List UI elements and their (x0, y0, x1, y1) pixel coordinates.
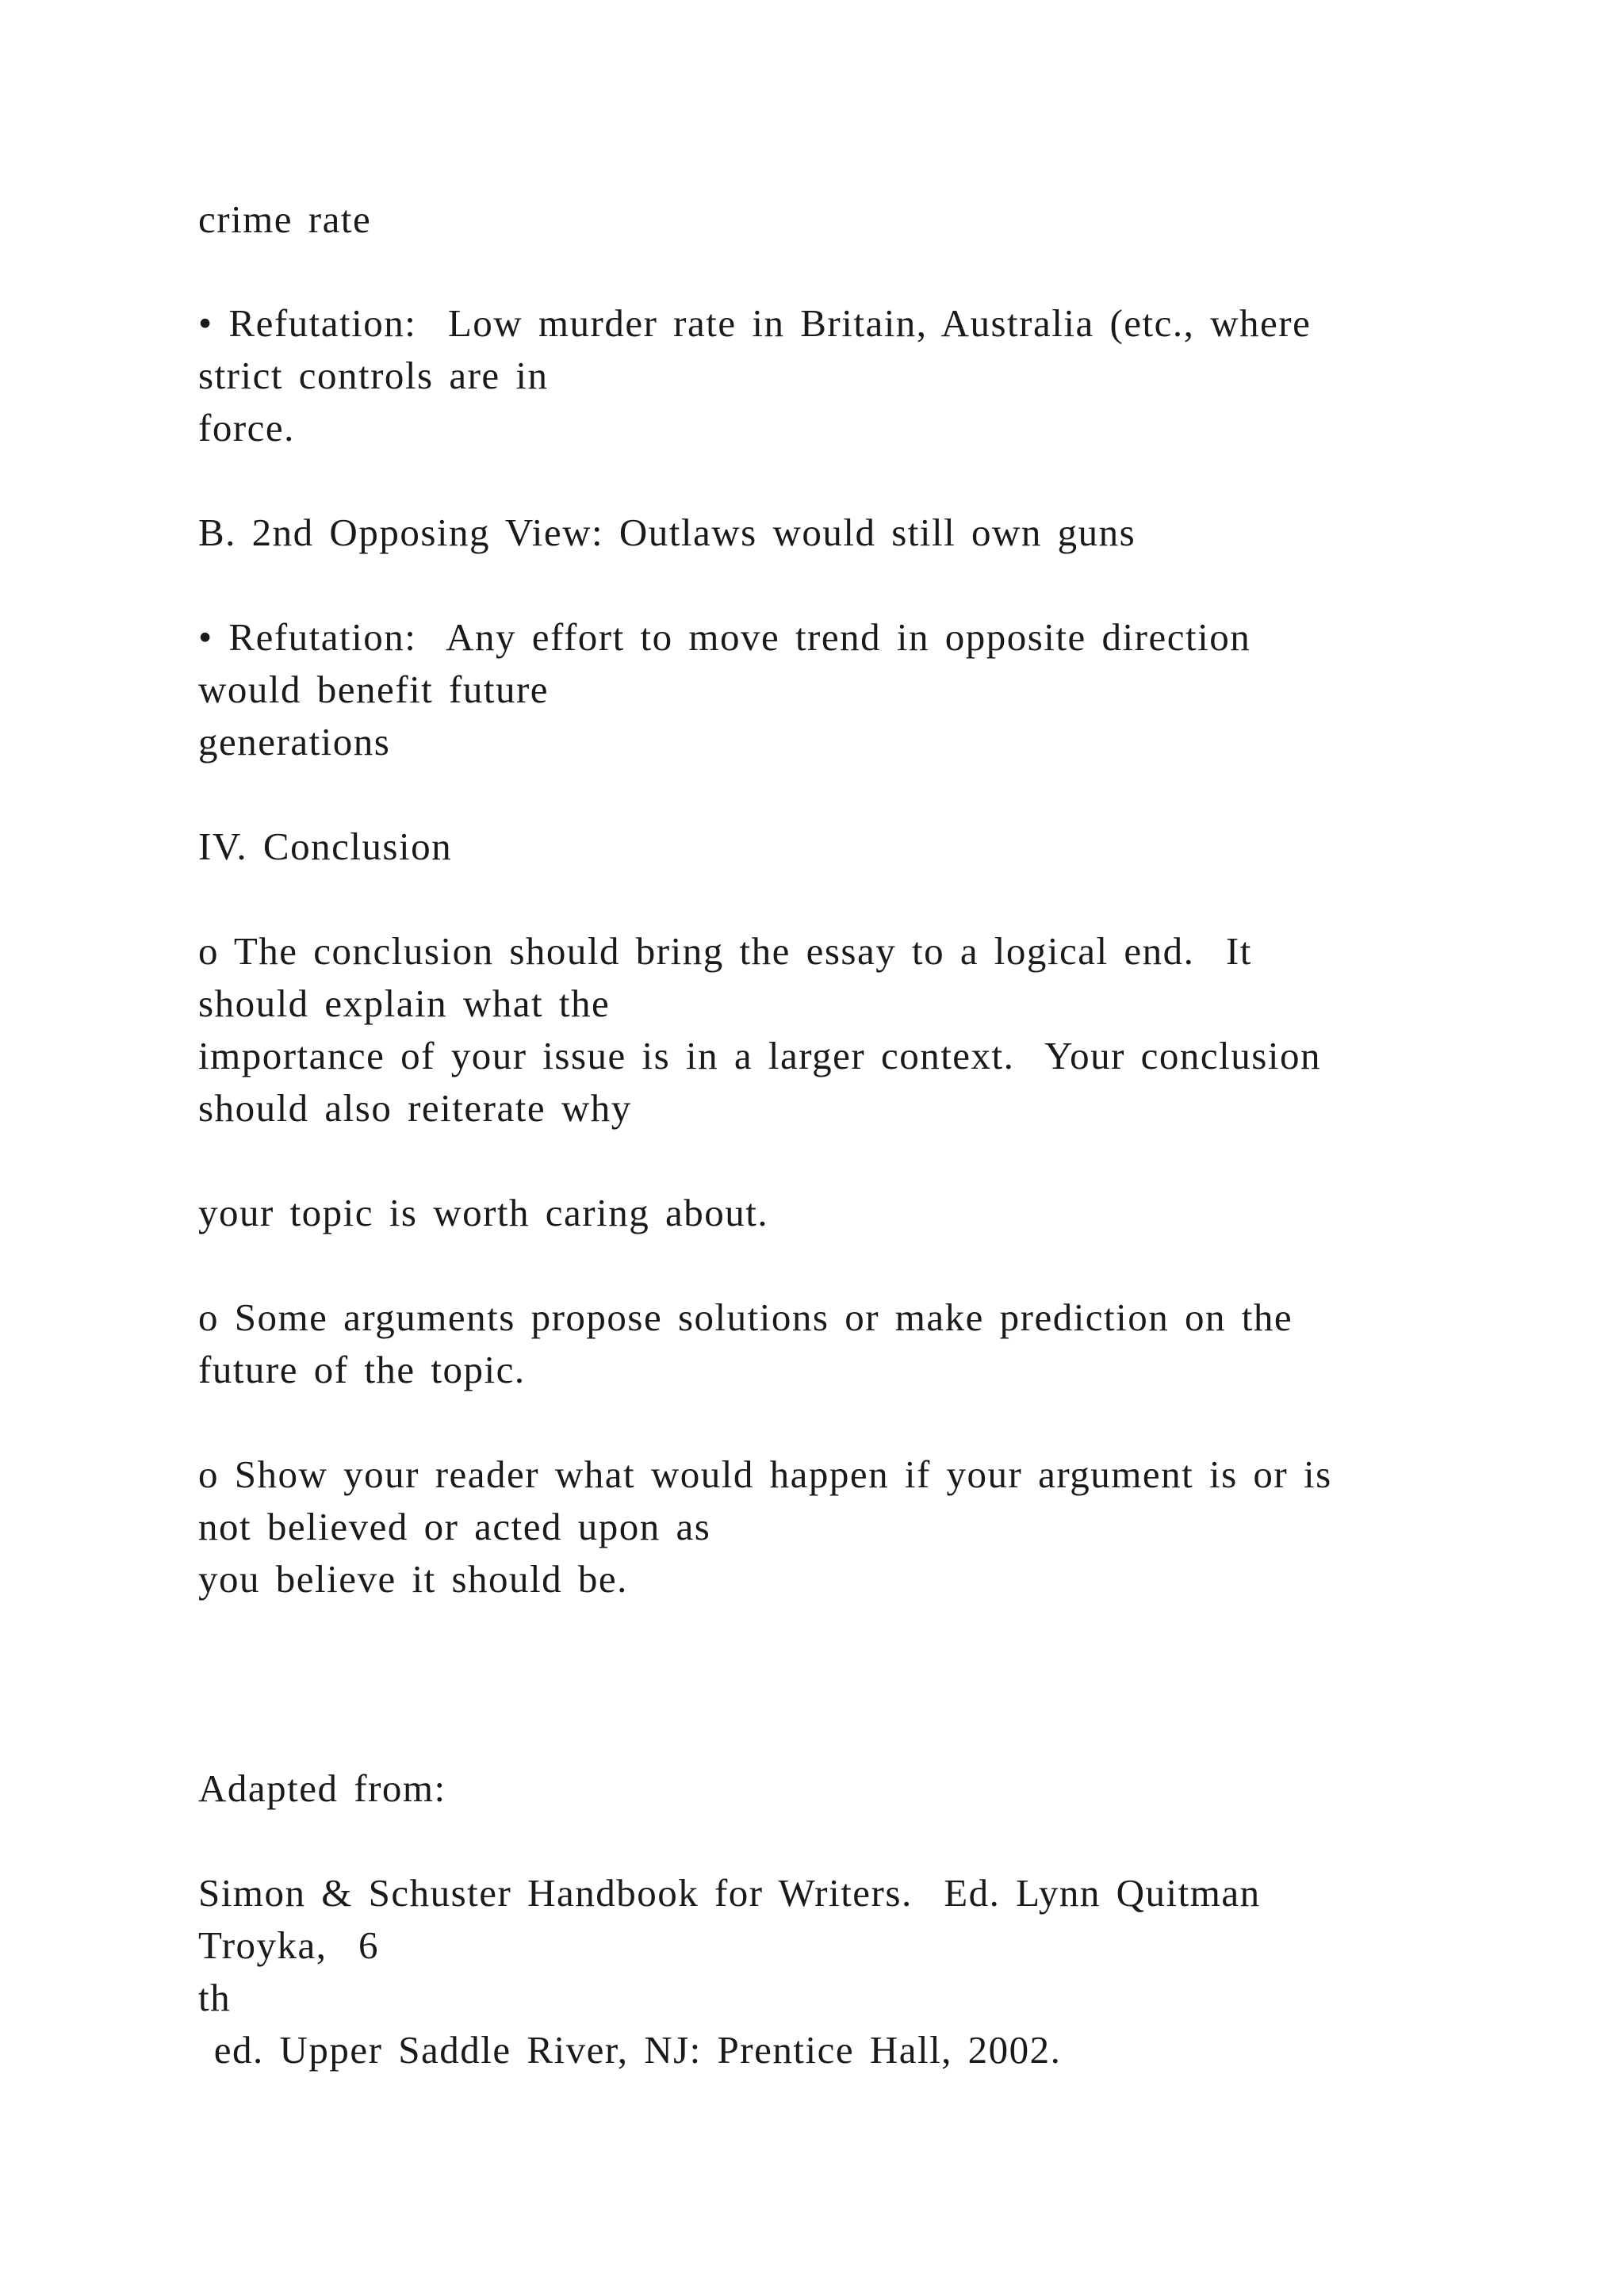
conclusion-point-2-line-2: future of the topic. (198, 1348, 526, 1391)
crime-rate-line: crime rate (198, 197, 372, 241)
refutation-2-line-1: • Refutation: Any effort to move trend in opposite direction (198, 615, 1251, 659)
conclusion-point-3-line-2: not believed or acted upon as (198, 1505, 711, 1548)
citation-line-2: Troyka, 6 (198, 1923, 380, 1967)
conclusion-point-1-line-1: o The conclusion should bring the essay to a logical end. It (198, 929, 1252, 973)
conclusion-point-2-line-1: o Some arguments propose solutions or make prediction on the (198, 1295, 1293, 1339)
citation-line-3: th (198, 1976, 232, 2019)
conclusion-point-1-line-5: your topic is worth caring about. (198, 1191, 769, 1234)
refutation-1-line-2: strict controls are in (198, 354, 549, 397)
refutation-1-line-3: force. (198, 406, 295, 450)
refutation-2-line-3: generations (198, 720, 391, 763)
conclusion-point-1-line-3: importance of your issue is in a larger context. Your conclusion (198, 1034, 1321, 1077)
refutation-1-line-1: • Refutation: Low murder rate in Britain, Australia (etc., where (198, 301, 1312, 345)
refutation-2-line-2: would benefit future (198, 668, 550, 711)
citation-line-4: ed. Upper Saddle River, NJ: Prentice Hall, 2002. (198, 2028, 1062, 2072)
conclusion-point-3-line-3: you believe it should be. (198, 1557, 628, 1601)
adapted-from-label: Adapted from: (198, 1766, 446, 1810)
opposing-view-2: B. 2nd Opposing View: Outlaws would still own guns (198, 511, 1136, 554)
citation-line-1: Simon & Schuster Handbook for Writers. Ed. Lynn Quitman (198, 1871, 1261, 1915)
conclusion-point-1-line-4: should also reiterate why (198, 1086, 632, 1130)
conclusion-point-1-line-2: should explain what the (198, 982, 611, 1025)
conclusion-heading: IV. Conclusion (198, 825, 453, 868)
conclusion-point-3-line-1: o Show your reader what would happen if your argument is or is (198, 1452, 1332, 1496)
